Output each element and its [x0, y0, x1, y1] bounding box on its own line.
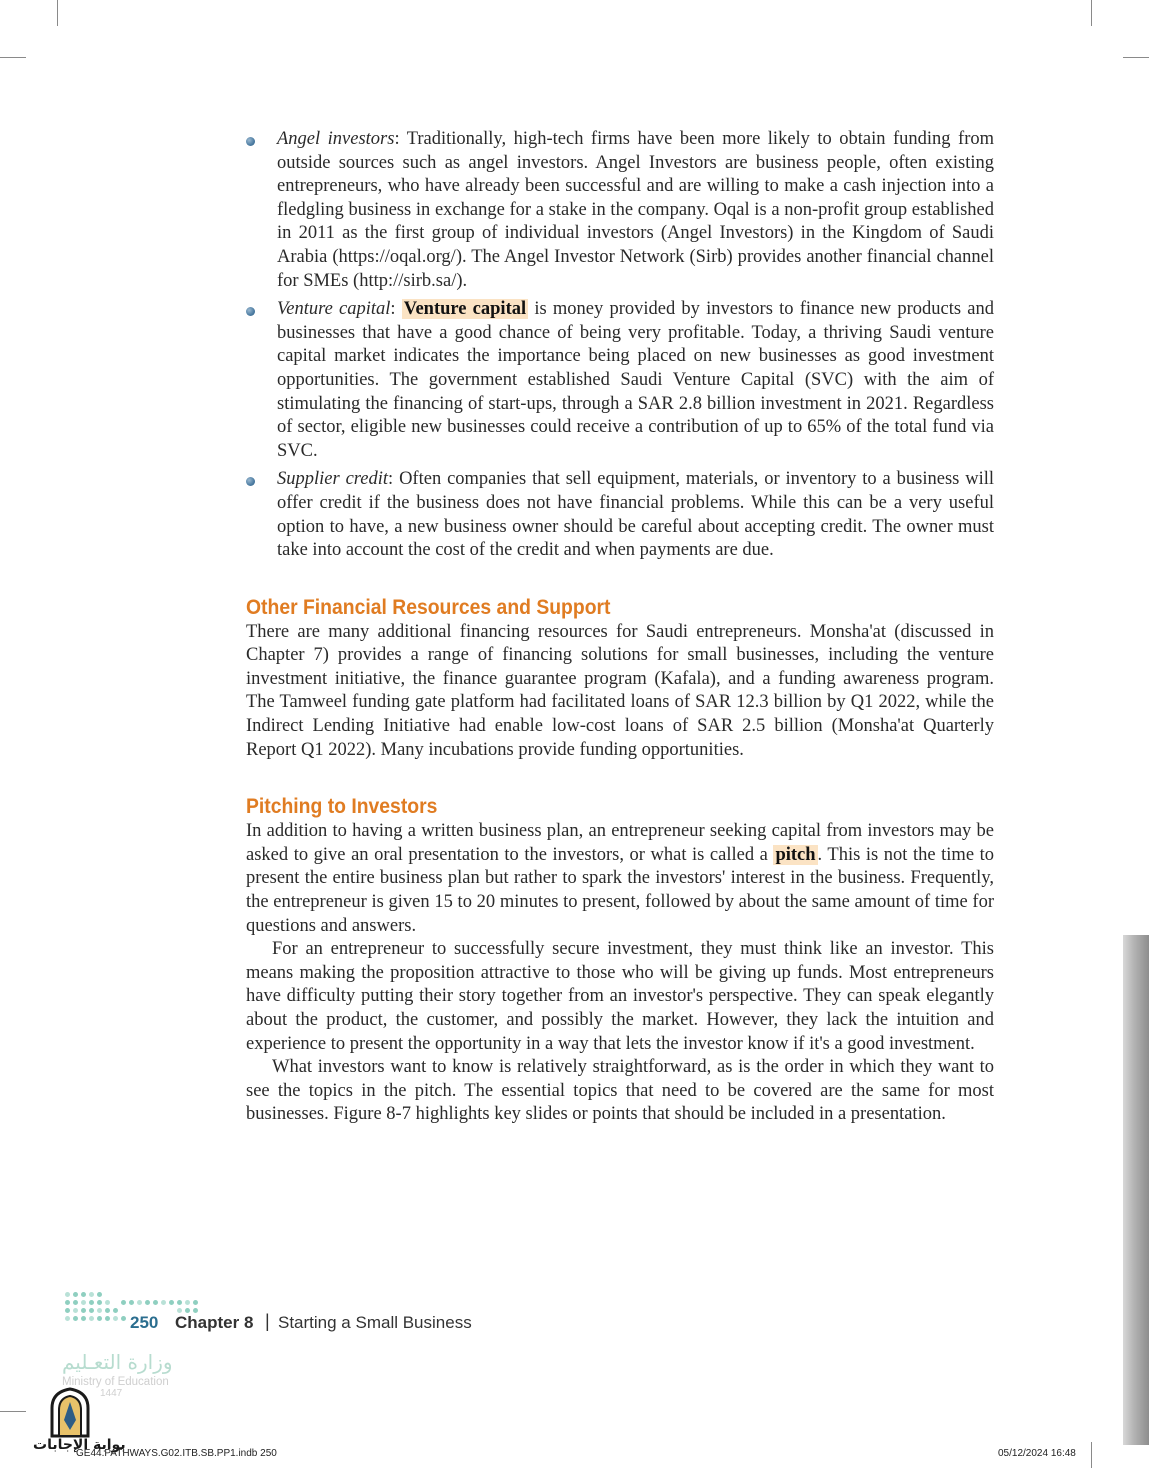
decorative-dot: [73, 1308, 78, 1313]
decorative-dot: [161, 1300, 166, 1305]
decorative-dot: [129, 1300, 134, 1305]
decorative-dot: [105, 1308, 110, 1313]
bullet-text: : Traditionally, high-tech firms have been more likely to obtain funding from outside sources such as angel investors. Angel Investors are business people, often existing entrepreneurs, who have already been successful and are willing to make a cash injection into a fledgling business in exchange for a stake in the company. Oqal is a non-profit group established in 2011 as the first group of individual investors (Angel Investors) in the Kingdom of Saudi Arabia (https://oqal.org/). The Angel Investor Network (Sirb) provides another financial channel for SMEs (http://sirb.sa/).: [277, 129, 995, 291]
decorative-dot: [177, 1300, 182, 1305]
ministry-name-arabic: وزارة التعـليم: [62, 1350, 173, 1374]
crop-mark: [1091, 0, 1092, 26]
decorative-dot: [73, 1300, 78, 1305]
bullet-text: : Often companies that sell equipment, materials, or inventory to a business will offer credit if the business does not have financial problems. While this can be a very useful option to have, a new business owner should be careful about accepting credit. The owner must take into account the cost of the credit and when payments are due.: [277, 469, 995, 561]
ministry-name-english: Ministry of Education: [62, 1376, 169, 1388]
decorative-dot: [105, 1316, 110, 1321]
decorative-dot: [193, 1300, 198, 1305]
page-number: 250: [130, 1313, 159, 1332]
decorative-dot: [65, 1300, 70, 1305]
decorative-dot: [97, 1300, 102, 1305]
decorative-dot: [81, 1308, 86, 1313]
site-logo-text: بوابة الإجابات: [33, 1437, 126, 1453]
decorative-dot: [89, 1316, 94, 1321]
section-heading-other-resources: Other Financial Resources and Support: [246, 594, 611, 619]
bullet-icon: [246, 307, 255, 316]
paragraph-text: In addition to having a written business plan, an entrepreneur seeking capital from investors may be asked to give an oral presentation to the investors, or what is called a: [246, 821, 994, 865]
crop-mark: [57, 0, 58, 26]
crop-mark: [0, 57, 26, 58]
key-term-venture-capital: Venture capital: [403, 299, 527, 320]
decorative-dot: [97, 1316, 102, 1321]
decorative-dot: [89, 1308, 94, 1313]
decorative-dot: [145, 1300, 150, 1305]
pitching-paragraph-2: For an entrepreneur to successfully secure investment, they must think like an investor. This means making the proposition attractive to those who will be giving up funds. Most entrepreneurs have difficulty putting their story together from an investor's perspective. They can speak elegantly about the product, the customer, and possibly the market. However, they lack the intuition and experience to present the opportunity in a way that lets the investor know if it's a good investment.: [246, 939, 994, 1054]
bullet-text-pre: :: [390, 299, 402, 320]
crop-mark: [1123, 57, 1149, 58]
bullet-icon: [246, 477, 255, 486]
decorative-dot: [113, 1316, 118, 1321]
crop-mark: [1091, 1442, 1092, 1468]
decorative-dot: [73, 1316, 78, 1321]
key-term-pitch: pitch: [775, 844, 816, 865]
crop-mark: [0, 1411, 26, 1412]
site-logo-icon: [46, 1386, 94, 1438]
section-body-other-resources: There are many additional financing resources for Saudi entrepreneurs. Monsha'at (discussed in Chapter 7) provides a range of financing solutions for small businesses, including the venture investment initiative, the finance guarantee program (Kafala), and a funding awareness program. The Tamweel funding gate platform had facilitated loans of SAR 12.3 billion by Q1 2022, while the Indirect Lending Initiative had enable low-cost loans of SAR 2.5 billion (Monsha'at Quarterly Report Q1 2022). Many incubations provide funding opportunities.: [246, 621, 994, 760]
bullet-lead: Venture capital: [277, 299, 391, 320]
page-edge-shadow: [1123, 935, 1149, 1445]
print-slug-file: GE44.PATHWAYS.G02.ITB.SB.PP1.indb 250: [76, 1448, 277, 1459]
bullet-lead: Angel investors: [277, 129, 395, 149]
decorative-dot: [169, 1300, 174, 1305]
pitching-paragraph-1: [246, 820, 994, 938]
decorative-dot: [113, 1308, 118, 1313]
decorative-dot: [153, 1300, 158, 1305]
decorative-dot: [105, 1300, 110, 1305]
decorative-dot: [65, 1292, 70, 1297]
decorative-dot: [73, 1292, 78, 1297]
chapter-label: Chapter 8: [175, 1313, 254, 1332]
decorative-dot: [97, 1308, 102, 1313]
decorative-dot: [121, 1300, 126, 1305]
print-slug-datetime: 05/12/2024 16:48: [998, 1448, 1076, 1459]
bullet-supplier-credit: [246, 468, 994, 562]
bullet-icon: [246, 137, 255, 146]
decorative-dot: [81, 1300, 86, 1305]
pitching-paragraph-3: What investors want to know is relatively straightforward, as is the order in which they want to see the topics in the pitch. The essential topics that need to be covered are the same for most businesses. Figure 8-7 highlights key slides or points that should be included in a presentation.: [246, 1057, 994, 1125]
bullet-venture-capital: [246, 298, 994, 463]
decorative-dot: [81, 1316, 86, 1321]
paragraph-text: . This is not the time to present the entire business plan but rather to spark the investors' interest in the business. Frequently, the entrepreneur is given 15 to 20 minutes to present, followed by about the same amount of time for questions and answers.: [246, 844, 994, 936]
ministry-year: 1447: [100, 1388, 123, 1399]
decorative-dot: [137, 1300, 142, 1305]
decorative-dot: [89, 1292, 94, 1297]
bullet-paragraph: [277, 298, 994, 463]
bullet-text: is money provided by investors to finance new products and businesses that have a good chance of being very profitable. Today, a thriving Saudi venture capital market indicates the importance being placed on new businesses as good investment opportunities. The government established Saudi Venture Capital (SVC) with the aim of stimulating the financing of start-ups, through a SAR 2.8 billion investment in 2021. Regardless of sector, eligible new businesses could receive a contribution of up to 65% of the total fund via SVC.: [277, 299, 995, 461]
decorative-dot: [185, 1300, 190, 1305]
bullet-paragraph: [277, 468, 994, 562]
page-content: [246, 128, 994, 1127]
decorative-dot: [65, 1316, 70, 1321]
bullet-lead: Supplier credit: [277, 469, 389, 490]
decorative-dot: [65, 1308, 70, 1313]
decorative-dot: [121, 1316, 126, 1321]
chapter-title: Starting a Small Business: [278, 1313, 472, 1332]
decorative-dot: [97, 1292, 102, 1297]
decorative-dot: [89, 1300, 94, 1305]
bullet-angel-investors: [246, 128, 994, 293]
decorative-dot: [81, 1292, 86, 1297]
section-heading-pitching: Pitching to Investors: [246, 794, 438, 819]
bullet-paragraph: [277, 128, 994, 293]
footer-separator: |: [265, 1311, 270, 1331]
